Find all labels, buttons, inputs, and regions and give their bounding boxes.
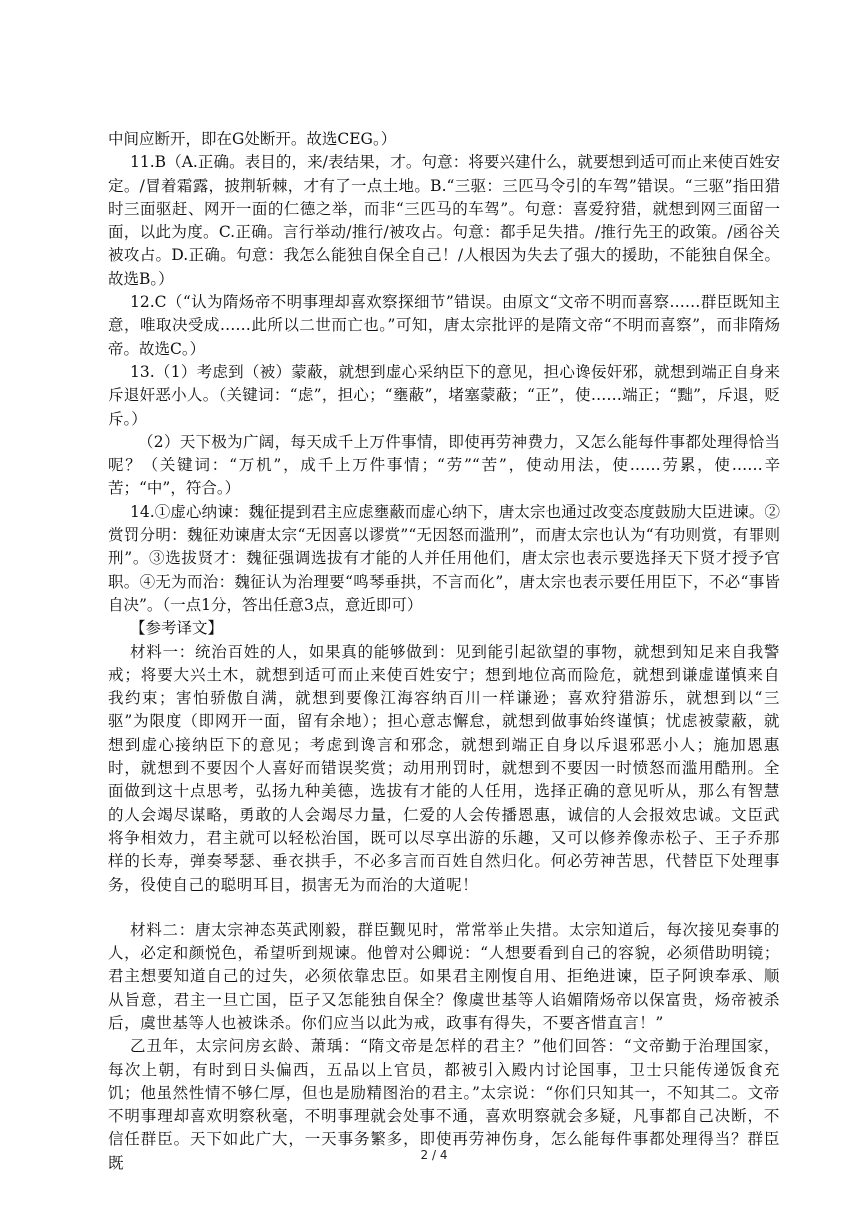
paragraph-gap [108, 897, 780, 919]
answer-11: 11.B（A.正确。表目的，来/表结果，才。句意：将要兴建什么，就要想到适可而止来使百姓安定。/冒着霜露，披荆斩棘，才有了一点土地。B.“三驱：三匹马令引的车驾”错误。“三驱”指田猎时三面驱赶、网开一面的仁德之举，而非“三匹马的车驾”。句意：喜爱狩猎，就想到网三面留一面，以此为度。C.正确。言行举动/推行/被攻占。句意：都手足失措。/推行先王的政策。/函谷关被攻占。D.正确。句意：我怎么能独自保全自己！/人根因为失去了强大的援助，不能独自保全。故选B。） [108, 153, 780, 288]
answer-14: 14.①虚心纳谏：魏征提到君主应虑壅蔽而虚心纳下，唐太宗也通过改变态度鼓励大臣进谏。②赏罚分明：魏征劝谏唐太宗“无因喜以谬赏”“无因怒而滥刑”，而唐太宗也认为“有功则赏，有罪则刑”。③选拔贤才：魏征强调选拔有才能的人并任用他们，唐太宗也表示要选择天下贤才授予官职。④无为而治：魏征认为治理要“鸣琴垂拱，不言而化”，唐太宗也表示要任用臣下，不必“事皆自决”。（一点1分，答出任意3点，意近即可） [108, 502, 780, 614]
answer-12: 12.C（“认为隋炀帝不明事理却喜欢察探细节”错误。由原文“文帝不明而喜察……群臣既知主意，唯取决受成……此所以二世而亡也。”可知，唐太宗批评的是隋文帝“不明而喜察”，而非隋炀帝。故选C。） [108, 293, 780, 358]
answer-13-2: （2）天下极为广阔，每天成千上万件事情，即使再劳神费力，又怎么能每件事都处理得恰当呢？（关键词：“万机”，成千上万件事情；“劳”“苦”，使动用法，使……劳累，使……辛苦；“中”，符合。） [108, 432, 780, 498]
document-body [108, 128, 780, 1175]
translation-material-3: 乙丑年，太宗问房玄龄、萧瑀：“隋文帝是怎样的君主？”他们回答：“文帝勤于治理国家，每次上朝，有时到日头偏西，五品以上官员，都被引入殿内讨论国事，卫士只能传递饭食充饥；他虽然性情不够仁厚，但也是励精图治的君主。”太宗说：“你们只知其一，不知其二。文帝不明事理却喜欢明察秋毫，不明事理就会处事不通，喜欢明察就会多疑，凡事都自己决断，不信任群臣。天下如此广大，一天事务繁多，即使再劳神伤身，怎么能每件事都处理得当？群臣既 [108, 1037, 780, 1172]
page-number: 2 / 4 [420, 1148, 448, 1162]
answer-paragraph: 中间应断开，即在G处断开。故选CEG。） [108, 130, 397, 148]
reference-translation-heading: 【参考译文】 [130, 619, 224, 638]
answer-13-1: 13.（1）考虑到（被）蒙蔽，就想到虚心采纳臣下的意见，担心谗佞奸邪，就想到端正自身来斥退奸恶小人。（关键词：“虑”，担心；“壅蔽”，堵塞蒙蔽；“正”，使……端正；“黜”，斥退，贬斥。） [108, 362, 780, 428]
translation-material-2: 材料二：唐太宗神态英武刚毅，群臣觐见时，常常举止失措。太宗知道后，每次接见奏事的人，必定和颜悦色，希望听到规谏。他曾对公卿说：“人想要看到自己的容貌，必须借助明镜；君主想要知道自己的过失，必须依靠忠臣。如果君主刚愎自用、拒绝进谏，臣子阿谀奉承、顺从旨意，君主一旦亡国，臣子又怎能独自保全？像虞世基等人谄媚隋炀帝以保富贵，炀帝被杀后，虞世基等人也被诛杀。你们应当以此为戒，政事有得失，不要吝惜直言！” [108, 920, 780, 1032]
translation-material-1: 材料一：统治百姓的人，如果真的能够做到：见到能引起欲望的事物，就想到知足来自我警戒；将要大兴土木，就想到适可而止来使百姓安宁；想到地位高而险危，就想到谦虚谨慎来自我约束；害怕骄傲自满，就想到要像江海容纳百川一样谦逊；喜欢狩猎游乐，就想到以“三驱”为限度（即网开一面，留有余地）；担心意志懈怠，就想到做事始终谨慎；忧虑被蒙蔽，就想到虚心接纳臣下的意见；考虑到谗言和邪念，就想到端正自身以斥退邪恶小人；施加恩惠时，就想到不要因个人喜好而错误奖赏；动用刑罚时，就想到不要因一时愤怒而滥用酷刑。全面做到这十点思考，弘扬九种美德，选拔有才能的人任用，选择正确的意见听从，那么有智慧的人会竭尽谋略，勇敢的人会竭尽力量，仁爱的人会传播恩惠，诚信的人会报效忠诚。文臣武将争相效力，君主就可以轻松治国，既可以尽享出游的乐趣，又可以修养像赤松子、王子乔那样的长寿，弹奏琴瑟、垂衣拱手，不必多言而百姓自然归化。何必劳神苦思，代替臣下处理事务，役使自己的聪明耳目，损害无为而治的大道呢！ [108, 642, 780, 894]
